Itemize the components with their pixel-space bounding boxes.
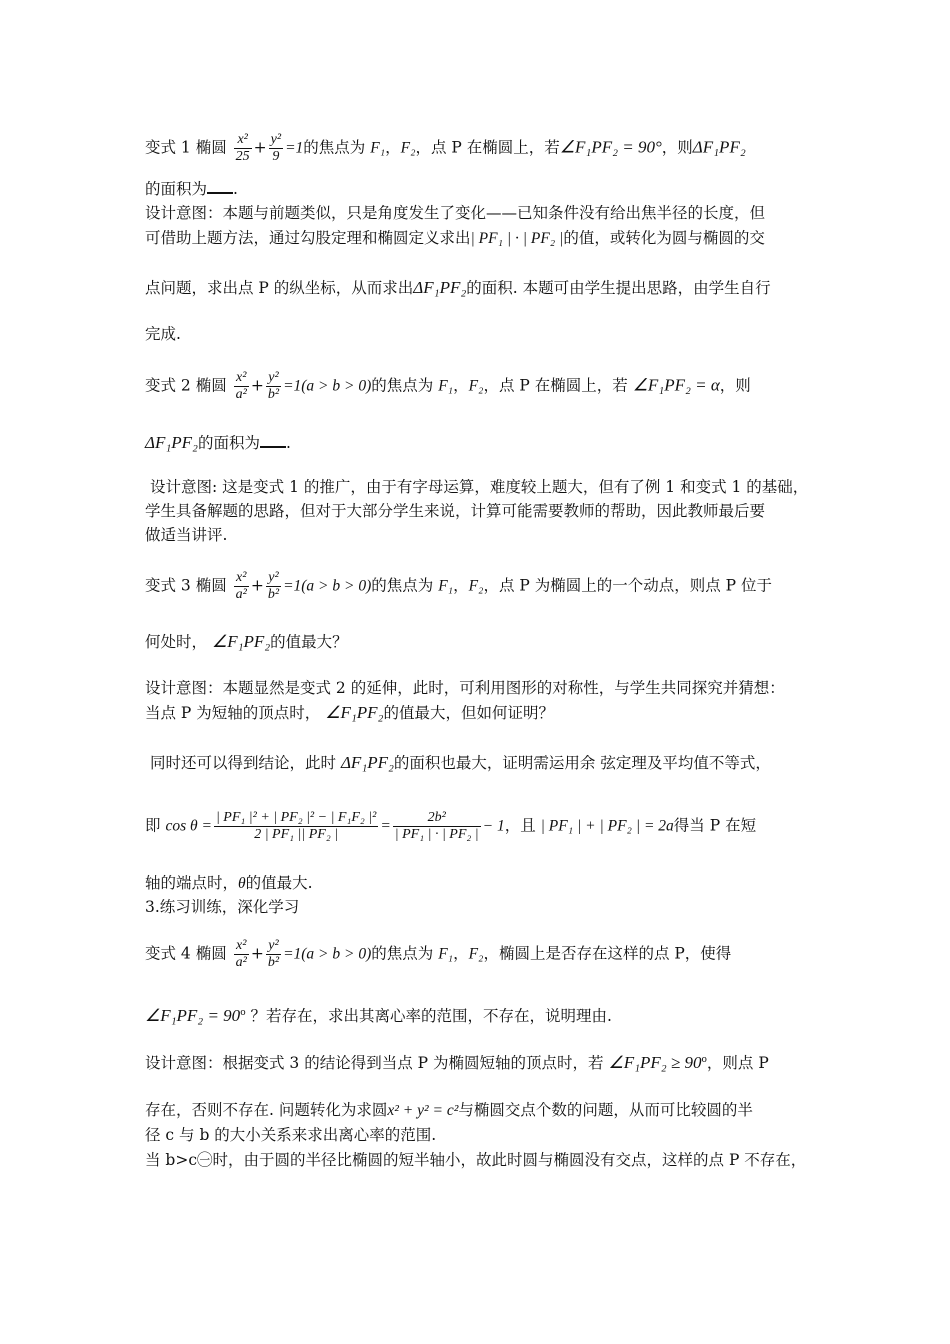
variant-1-prefix: 变式 1 椭圆 xyxy=(145,138,227,157)
triangle-expression: ΔF₁PF₂ xyxy=(413,278,467,297)
text: ，点 P 在椭圆上，若 xyxy=(415,138,560,157)
equation-rhs: =1(a > b > 0) xyxy=(283,377,372,395)
variant-2-line-1: 变式 2 椭圆 $\frac{\text{x²}}{\text{a²}}$ + $\frac{\text{y²}}{\text{b²}}$ =1(a > b > 0)的焦点为 F₁，F₂，点 P 在椭圆上，若 ∠F₁PF₂ = α，则 xyxy=(145,370,751,402)
answer-blank xyxy=(260,432,286,448)
design-4-line-2 xyxy=(145,1100,753,1121)
text: 的焦点为 xyxy=(371,376,434,395)
equation-rhs: =1(a > b > 0) xyxy=(283,945,372,963)
focus-f2: F₂ xyxy=(468,945,484,963)
answer-blank xyxy=(207,178,233,194)
text: 的面积. 本题可由学生提出思路，由学生自行 xyxy=(466,279,771,297)
design-2-line-3: 做适当讲评. xyxy=(145,526,228,544)
focus-f1: F₁ xyxy=(438,377,454,395)
angle-expression: ∠F₁PF₂ = 90° xyxy=(559,137,662,157)
fraction-y2-over-b2 xyxy=(266,570,281,603)
text: ，点 P 为椭圆上的一个动点，则点 P 位于 xyxy=(483,576,773,595)
degree-mark: o xyxy=(701,1055,707,1065)
text: 可借助上题方法，通过勾股定理和椭圆定义求出 xyxy=(145,229,471,247)
frac-den: 2 | PF₁ || PF₂ | xyxy=(254,827,339,842)
degree-mark: o xyxy=(240,1008,246,1018)
text: 何处时， xyxy=(145,633,208,651)
design-3-line-5 xyxy=(145,873,313,894)
text: 当点 P 为短轴的顶点时， xyxy=(145,704,321,722)
cosine-law-fraction xyxy=(214,810,378,843)
design-3-line-4 xyxy=(145,810,756,843)
design-4-line-4: 当 b>c㊀时，由于圆的半径比椭圆的短半轴小，故此时圆与椭圆没有交点，这样的点 P 不存在， xyxy=(145,1151,807,1169)
text: ，且 xyxy=(504,816,536,835)
variant-3-line-1: 变式 3 椭圆 $\frac{\text{x²}}{\text{a²}}$ + $\frac{\text{y²}}{\text{b²}}$ =1(a > b > 0)的焦点为 F₁，F₂，点 P 为椭圆上的一个动点，则点 P 位于 xyxy=(145,570,773,602)
text: 的值最大. xyxy=(245,874,313,892)
variant-1-line-1: 变式 1 椭圆 $\frac{\text{x²}}{25}$ + $\frac{\text{y²}}{9}$ =1的焦点为 F₁，F₂，点 P 在椭圆上，若∠F₁PF₂ = 90°，则ΔF₁PF₂ xyxy=(145,132,746,164)
text: ，则 xyxy=(719,376,751,395)
focus-f2: F₂ xyxy=(468,577,484,595)
design-1-line-4: 完成. xyxy=(145,325,181,343)
ellipse-definition-expression: | PF₁ | + | PF₂ | = 2a xyxy=(540,817,674,835)
text: ，则点 P xyxy=(706,1054,769,1073)
simplified-fraction xyxy=(393,810,481,843)
theta-symbol: θ xyxy=(238,875,246,892)
variant-3-line-2 xyxy=(145,632,348,652)
angle-expression: ∠F₁PF₂ = 90 xyxy=(145,1006,241,1026)
frac-num: x² xyxy=(234,132,252,149)
frac-num: y² xyxy=(266,370,281,387)
text: 的值最大，但如何证明？ xyxy=(383,704,554,722)
frac-num: | PF₁ |² + | PF₂ |² − | F₁F₂ |² xyxy=(215,810,377,825)
frac-den: b² xyxy=(267,387,280,402)
frac-den: a² xyxy=(235,955,247,970)
design-3-line-3 xyxy=(150,753,771,773)
text: ，点 P 在椭圆上，若 xyxy=(483,376,628,395)
minus-one: − 1 xyxy=(482,817,505,835)
frac-den: | PF₁ | · | PF₂ | xyxy=(394,827,479,842)
design-1-line-3 xyxy=(145,278,771,298)
text: 的焦点为 xyxy=(303,138,366,157)
variant-2-prefix: 变式 2 椭圆 xyxy=(145,376,227,395)
design-3-line-2 xyxy=(145,703,554,723)
frac-den: a² xyxy=(235,387,247,402)
equation-rhs: =1(a > b > 0) xyxy=(283,577,372,595)
focus-f2: F₂ xyxy=(400,139,416,157)
angle-expression: ∠F₁PF₂ ≥ 90 xyxy=(608,1053,702,1073)
fraction-x2-over-a2 xyxy=(234,570,249,603)
design-4-line-1 xyxy=(145,1050,769,1073)
frac-den: 9 xyxy=(272,149,280,164)
frac-num: x² xyxy=(234,938,249,955)
triangle-expression: ΔF₁PF₂ xyxy=(340,753,394,772)
fraction-y2-over-b2 xyxy=(266,370,281,403)
frac-num: y² xyxy=(270,132,282,147)
text: 即 xyxy=(145,816,161,835)
fraction-y2-over-b2 xyxy=(266,938,281,971)
variant-4-line-1: 变式 4 椭圆 $\frac{\text{x²}}{\text{a²}}$ + $\frac{\text{y²}}{\text{b²}}$ =1(a > b > 0)的焦点为 F₁，F₂，椭圆上是否存在这样的点 P，使得 xyxy=(145,938,732,970)
text: 得当 P 在短 xyxy=(673,816,757,835)
text: 的焦点为 xyxy=(371,576,434,595)
focal-product-expression: | PF₁ | · | PF₂ | xyxy=(470,230,564,247)
text: 的焦点为 xyxy=(371,944,434,963)
text: ，则 xyxy=(661,138,693,157)
text: ，椭圆上是否存在这样的点 P，使得 xyxy=(483,944,732,963)
variant-4-prefix: 变式 4 椭圆 xyxy=(145,944,227,963)
design-2-line-1: 设计意图: 这是变式 1 的推广，由于有字母运算，难度较上题大，但有了例 1 和变式 1 的基础， xyxy=(150,478,809,496)
design-1-line-2 xyxy=(145,228,765,249)
text: 轴的端点时， xyxy=(145,874,239,892)
angle-expression: ∠F₁PF₂ xyxy=(325,703,384,722)
focus-f1: F₁ xyxy=(438,577,454,595)
circle-equation: x² + y² = c² xyxy=(387,1102,459,1119)
frac-num: y² xyxy=(266,938,281,955)
text: 设计意图：根据变式 3 的结论得到当点 P 为椭圆短轴的顶点时，若 xyxy=(145,1054,604,1073)
frac-den: a² xyxy=(235,587,247,602)
variant-3-prefix: 变式 3 椭圆 xyxy=(145,576,227,595)
cos-expression: cos θ = xyxy=(165,817,212,835)
frac-num: 2b² xyxy=(393,810,481,827)
text: 点问题，求出点 P 的纵坐标，从而求出 xyxy=(145,279,414,297)
text: . xyxy=(233,180,238,198)
frac-num: x² xyxy=(234,570,249,587)
frac-den: 25 xyxy=(235,149,250,164)
text: 与椭圆交点个数的问题，从而可比较圆的半 xyxy=(458,1101,753,1119)
fraction-x2-over-a2 xyxy=(234,370,249,403)
focus-f1: F₁ xyxy=(370,139,386,157)
angle-expression: ∠F₁PF₂ xyxy=(211,632,271,651)
focus-f1: F₁ xyxy=(438,945,454,963)
equation-rhs: =1 xyxy=(285,139,304,157)
variant-1-line-2 xyxy=(145,178,238,199)
triangle-expression: ΔF₁PF₂ xyxy=(692,137,746,157)
text: 的面积为 xyxy=(145,180,208,198)
text: . xyxy=(285,434,291,452)
focus-f2: F₂ xyxy=(468,377,484,395)
plus-sign: + xyxy=(253,138,267,157)
text: ？若存在，求出其离心率的范围，不存在，说明理由. xyxy=(250,1007,612,1026)
text: 的值最大？ xyxy=(270,633,348,651)
text: 的面积也最大，证明需运用余 弦定理及平均值不等式， xyxy=(393,754,771,772)
triangle-expression: ΔF₁PF₂ xyxy=(145,433,198,452)
design-1-line-1: 设计意图：本题与前题类似，只是角度发生了变化——已知条件没有给出焦半径的长度，但 xyxy=(145,204,766,222)
fraction-x2-over-25 xyxy=(234,132,252,165)
frac-den: b² xyxy=(267,587,280,602)
text: 的面积为 xyxy=(197,434,260,452)
text: 存在，否则不存在. 问题转化为求圆 xyxy=(145,1101,388,1119)
text: 的值，或转化为圆与椭圆的交 xyxy=(563,229,765,247)
frac-num: x² xyxy=(234,370,249,387)
fraction-y2-over-9 xyxy=(269,132,283,165)
variant-4-line-2 xyxy=(145,1003,612,1026)
design-4-line-3: 径 c 与 b 的大小关系来求出离心率的范围. xyxy=(145,1126,437,1144)
design-3-line-1: 设计意图：本题显然是变式 2 的延伸，此时，可利用图形的对称性，与学生共同探究并猜想： xyxy=(145,679,785,697)
angle-expression: ∠F₁PF₂ = α xyxy=(632,375,720,395)
fraction-x2-over-a2 xyxy=(234,938,249,971)
section-3-heading: 3.练习训练，深化学习 xyxy=(145,898,300,916)
variant-2-line-2 xyxy=(145,432,291,453)
text: 同时还可以得到结论，此时 xyxy=(150,754,337,772)
equals-sign: = xyxy=(380,817,391,835)
frac-num: y² xyxy=(266,570,281,587)
design-2-line-2: 学生具备解题的思路，但对于大部分学生来说，计算可能需要教师的帮助，因此教师最后要 xyxy=(145,502,766,520)
frac-den: b² xyxy=(267,955,280,970)
